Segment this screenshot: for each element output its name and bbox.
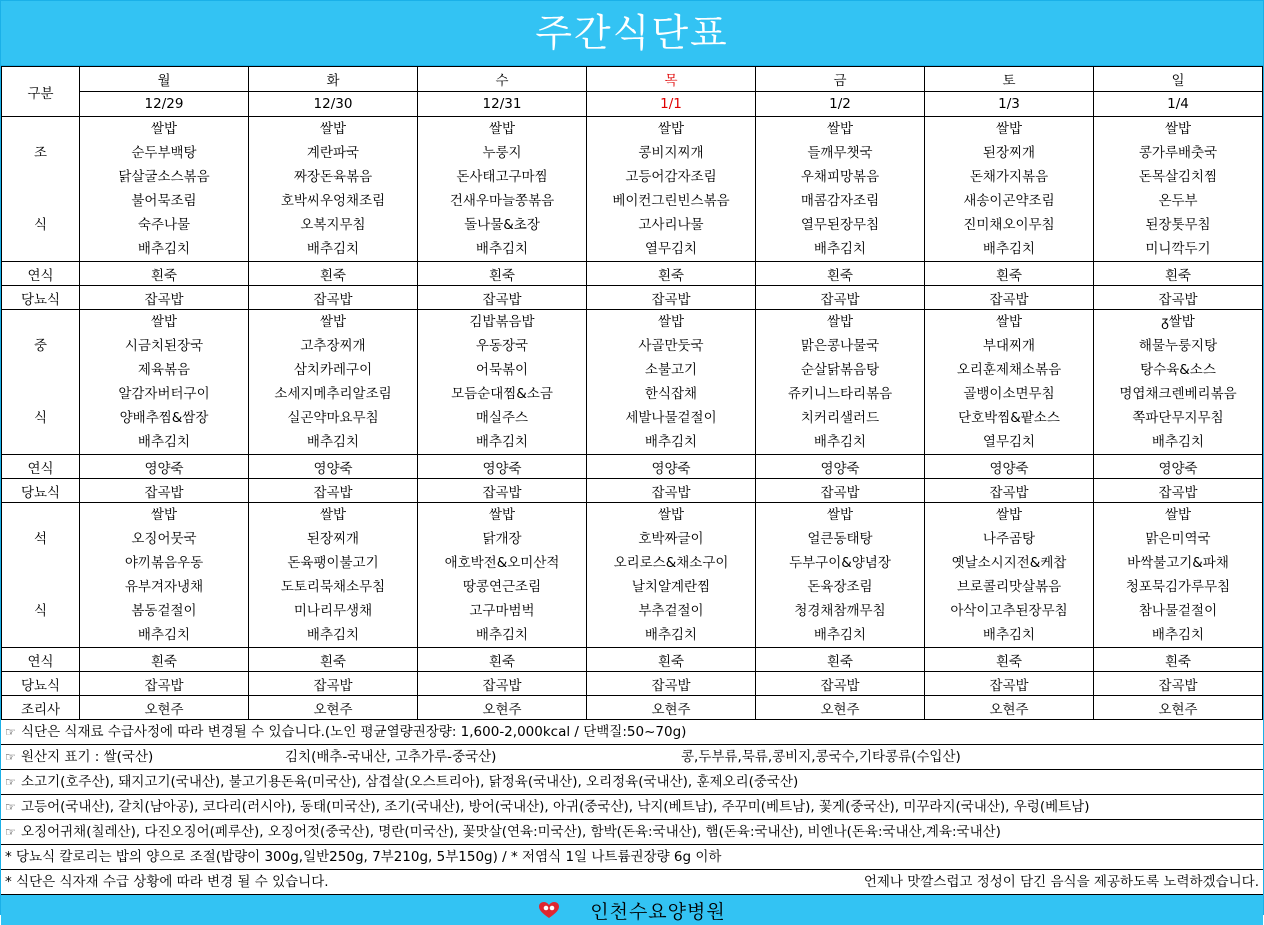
lunch-diabetic-cell: 잡곡밥 [418,479,587,503]
dinner-soft-cell: 흰죽 [80,648,249,672]
breakfast-cell [80,117,249,262]
dish-item: 열무된장무침 [800,217,880,233]
dish-item: 배추김치 [475,241,529,257]
dish-item: 호박씨우엉채조림 [280,193,386,209]
header-label: 구분 [2,67,80,117]
dish-item: 아삭이고추된장무침 [950,603,1068,619]
dish-item: 배추김치 [1151,434,1205,450]
dinner-diabetic-cell: 잡곡밥 [418,672,587,696]
dish-item: 청경채참깨무침 [794,603,886,619]
lunch-cell [587,310,756,455]
dish-item: 쌀밥 [826,507,854,523]
dish-item: 우동장국 [475,338,529,354]
breakfast-dish-list [925,117,1093,261]
dish-item: 쥬키니느타리볶음 [787,386,893,402]
dish-item: 배추김치 [982,241,1036,257]
dinner-dish-list [1094,503,1262,647]
dish-item: 진미채오이무침 [963,217,1055,233]
dish-item: 땅콩연근조림 [462,579,542,595]
dish-item: 소불고기 [644,362,698,378]
lunch-diabetic-cell: 잡곡밥 [249,479,418,503]
note-line: * 식단은 식자재 수급 상황에 따라 변경 될 수 있습니다. 언제나 맛깔스럽고 정성이 담긴 음식을 제공하도록 노력하겠습니다. [1,870,1263,895]
dish-item: 야끼볶음우동 [124,555,204,571]
dish-item: 콩비지찌개 [638,145,704,161]
dish-item: 봄동겉절이 [131,603,197,619]
day-date: 1/3 [925,92,1094,117]
dish-item: 쌀밥 [150,314,178,330]
breakfast-soft-label: 연식 [2,262,80,286]
dinner-label [2,503,80,648]
dish-item: 해물누룽지탕 [1138,338,1218,354]
breakfast-label [2,117,80,262]
lunch-cell [925,310,1094,455]
dish-item: 치커리샐러드 [800,410,880,426]
dinner-label-bottom: 식 [33,603,48,619]
day-date: 1/1 [587,92,756,117]
dish-item: 배추김치 [1151,627,1205,643]
lunch-cell [249,310,418,455]
dish-item: 쌀밥 [995,314,1023,330]
dish-item: 돈목살김치찜 [1138,169,1218,185]
lunch-label-top: 중 [33,338,48,354]
dish-item: 탕수육&소스 [1140,362,1216,378]
lunch-label-bottom: 식 [33,410,48,426]
dish-item: 돈육팽이불고기 [287,555,379,571]
dish-item: 사골만둣국 [638,338,704,354]
dish-item: 순살닭볶음탕 [800,362,880,378]
dish-item: 쌀밥 [1164,507,1192,523]
dish-item: 쌀밥 [319,121,347,137]
dish-item: 매콤감자조림 [800,193,880,209]
day-name: 금 [756,67,925,92]
pointing-hand-icon: ☞ [5,750,16,764]
dish-item: 맑은미역국 [1145,531,1211,547]
dinner-soft-cell: 흰죽 [587,648,756,672]
dinner-dish-list [587,503,755,647]
note-line: ☞ 소고기(호주산), 돼지고기(국내산), 불고기용돈육(미국산), 삼겹살(오스트리아), 닭정육(국내산), 오리정육(국내산), 훈제오리(중국산) [1,770,1263,795]
dish-item: 쌀밥 [657,314,685,330]
cook-label: 조리사 [2,696,80,720]
day-name: 화 [249,67,418,92]
dinner-soft-cell: 흰죽 [418,648,587,672]
dish-item: 나주곰탕 [982,531,1036,547]
note-line: ☞ 식단은 식재료 수급사정에 따라 변경될 수 있습니다.(노인 평균열량권장량: 1,600-2,000kcal / 단백질:50~70g) [1,720,1263,745]
dish-item: 돈육장조림 [807,579,873,595]
day-date: 1/2 [756,92,925,117]
note-line: ☞ 원산지 표기 : 쌀(국산) 김치(배추-국내산, 고추가루-중국산) 콩,두부류,묵류,콩비지,콩국수,기타콩류(수입산) [1,745,1263,770]
dinner-diabetic-cell: 잡곡밥 [925,672,1094,696]
lunch-diabetic-cell: 잡곡밥 [80,479,249,503]
dinner-diabetic-cell: 잡곡밥 [587,672,756,696]
dinner-soft-cell: 흰죽 [756,648,925,672]
day-name: 월 [80,67,249,92]
breakfast-diabetic-cell: 잡곡밥 [1094,286,1263,310]
lunch-dish-list [1094,310,1262,454]
pointing-hand-icon: ☞ [5,800,16,814]
menu-table [1,66,1263,720]
dish-item: 쌀밥 [488,121,516,137]
hospital-logo-icon [538,901,560,919]
dish-item: 오리훈제채소볶음 [956,362,1062,378]
page-title: 주간식단표 [1,1,1263,66]
lunch-soft-cell: 영양죽 [587,455,756,479]
breakfast-dish-list [1094,117,1262,261]
dinner-cell [587,503,756,648]
breakfast-soft-cell: 흰죽 [756,262,925,286]
lunch-dish-list [80,310,248,454]
breakfast-label-top: 조 [33,145,48,161]
lunch-soft-cell: 영양죽 [1094,455,1263,479]
lunch-soft-cell: 영양죽 [756,455,925,479]
breakfast-diabetic-cell: 잡곡밥 [249,286,418,310]
breakfast-diabetic-label: 당뇨식 [2,286,80,310]
dish-item: 미니깍두기 [1145,241,1211,257]
dish-item: 실곤약마요무침 [287,410,379,426]
lunch-soft-cell: 영양죽 [249,455,418,479]
dish-item: 날치알계란찜 [631,579,711,595]
dish-item: 고등어감자조림 [625,169,717,185]
breakfast-cell [418,117,587,262]
dish-item: 도토리묵채소무침 [280,579,386,595]
day-date: 12/30 [249,92,418,117]
dish-item: 쌀밥 [657,121,685,137]
dinner-soft-cell: 흰죽 [1094,648,1263,672]
dinner-dish-list [925,503,1093,647]
dish-item: 쌀밥 [150,121,178,137]
day-name: 수 [418,67,587,92]
dish-item: 맑은콩나물국 [800,338,880,354]
hospital-name: 인천수요양병원 [590,900,726,923]
dish-item: 부대찌개 [982,338,1036,354]
dish-item: 고구마범벅 [469,603,535,619]
breakfast-diabetic-cell: 잡곡밥 [418,286,587,310]
dish-item: 세발나물겉절이 [625,410,717,426]
dish-item: 우채피망볶음 [800,169,880,185]
dish-item: 바싹불고기&파채 [1127,555,1229,571]
dish-item: 부추겉절이 [638,603,704,619]
dish-item: 시금치된장국 [124,338,204,354]
dish-item: 쌀밥 [319,507,347,523]
cook-cell: 오현주 [418,696,587,720]
dish-item: 두부구이&양념장 [789,555,891,571]
dish-item: 숙주나물 [137,217,191,233]
day-name: 목 [587,67,756,92]
dish-item: 배추김치 [644,627,698,643]
day-date: 12/29 [80,92,249,117]
dinner-diabetic-cell: 잡곡밥 [249,672,418,696]
dish-item: 배추김치 [137,241,191,257]
lunch-dish-list [756,310,924,454]
lunch-soft-cell: 영양죽 [80,455,249,479]
dish-item: 애호박전&오미산적 [444,555,560,571]
breakfast-dish-list [80,117,248,261]
dish-item: 된장찌개 [306,531,360,547]
dinner-soft-cell: 흰죽 [249,648,418,672]
dish-item: 건새우마늘쫑볶음 [449,193,555,209]
dinner-diabetic-cell: 잡곡밥 [756,672,925,696]
dinner-cell [418,503,587,648]
dish-item: 미나리무생채 [293,603,373,619]
breakfast-cell [756,117,925,262]
lunch-diabetic-cell: 잡곡밥 [756,479,925,503]
dish-item: 참나물겉절이 [1138,603,1218,619]
dish-item: 닭개장 [482,531,522,547]
dish-item: 얼큰동태탕 [807,531,873,547]
dish-item: 명엽채크렌베리볶음 [1119,386,1237,402]
dish-item: 삼치카레구이 [293,362,373,378]
lunch-diabetic-cell: 잡곡밥 [925,479,1094,503]
lunch-dish-list [249,310,417,454]
dish-item: 모듬순대찜&소금 [451,386,553,402]
dish-item: 유부겨자냉채 [124,579,204,595]
note-line: ☞ 오징어귀채(칠레산), 다진오징어(페루산), 오징어젓(중국산), 명란(미국산), 꽃맛살(연육:미국산), 함박(돈육:국내산), 햄(돈육:국내산), 비엔나(돈육:국내산,계육:국내산) [1,820,1263,845]
dinner-cell [756,503,925,648]
breakfast-diabetic-cell: 잡곡밥 [587,286,756,310]
dinner-diabetic-cell: 잡곡밥 [80,672,249,696]
breakfast-diabetic-cell: 잡곡밥 [925,286,1094,310]
dish-item: 쌀밥 [995,121,1023,137]
cook-cell: 오현주 [1094,696,1263,720]
lunch-soft-cell: 영양죽 [925,455,1094,479]
dish-item: 된장톳무침 [1145,217,1211,233]
dish-item: ᵹ쌀밥 [1161,314,1195,330]
note-line: ☞ 고등어(국내산), 갈치(남아공), 코다리(러시아), 동태(미국산), 조기(국내산), 방어(국내산), 아귀(중국산), 낙지(베트남), 주꾸미(베트남), 꽃게(중국산), 미꾸라지(국내산), 우렁(베트남) [1,795,1263,820]
dinner-dish-list [249,503,417,647]
dish-item: 고사리나물 [638,217,704,233]
dish-item: 배추김치 [137,434,191,450]
breakfast-dish-list [418,117,586,261]
note-line: * 당뇨식 칼로리는 밥의 양으로 조절(밥량이 300g,일반250g, 7부210g, 5부150g) / * 저염식 1일 나트륨권장량 6g 이하 [1,845,1263,870]
dinner-soft-label: 연식 [2,648,80,672]
breakfast-label-bottom: 식 [33,217,48,233]
dish-item: 배추김치 [813,627,867,643]
day-date: 12/31 [418,92,587,117]
lunch-diabetic-label: 당뇨식 [2,479,80,503]
dish-item: 단호박찜&팥소스 [958,410,1060,426]
dish-item: 계란파국 [306,145,360,161]
breakfast-diabetic-cell: 잡곡밥 [756,286,925,310]
dish-item: 들깨무챗국 [807,145,873,161]
breakfast-cell [587,117,756,262]
dish-item: 배추김치 [306,627,360,643]
dish-item: 베이컨그린빈스볶음 [612,193,730,209]
dish-item: 제육볶음 [137,362,191,378]
lunch-dish-list [418,310,586,454]
dinner-cell [925,503,1094,648]
dinner-cell [1094,503,1263,648]
breakfast-cell [925,117,1094,262]
day-name: 토 [925,67,1094,92]
dish-item: 쌀밥 [319,314,347,330]
dish-item: 쌀밥 [995,507,1023,523]
cook-cell: 오현주 [756,696,925,720]
dish-item: 콩가루배춧국 [1138,145,1218,161]
dish-item: 옛날소시지전&케찹 [951,555,1067,571]
dish-item: 오복지무침 [300,217,366,233]
dish-item: 돈사태고구마찜 [456,169,548,185]
dish-item: 새송이곤약조림 [963,193,1055,209]
dinner-label-stack [2,503,79,647]
dish-item: 쌀밥 [657,507,685,523]
breakfast-label-stack [2,117,79,261]
dish-item: 돌나물&초장 [464,217,540,233]
dinner-dish-list [418,503,586,647]
dish-item: 짜장돈육볶음 [293,169,373,185]
pointing-hand-icon: ☞ [5,775,16,789]
dish-item: 오리로스&채소구이 [613,555,729,571]
dinner-label-top: 석 [33,531,48,547]
breakfast-diabetic-cell: 잡곡밥 [80,286,249,310]
dish-item: 쌀밥 [1164,121,1192,137]
dish-item: 누룽지 [482,145,522,161]
dinner-cell [80,503,249,648]
dish-item: 양배추찜&쌈장 [119,410,209,426]
cook-cell: 오현주 [925,696,1094,720]
dish-item: 배추김치 [813,241,867,257]
dish-item: 고추장찌개 [300,338,366,354]
dish-item: 배추김치 [137,627,191,643]
dish-item: 호박짜글이 [638,531,704,547]
day-date: 1/4 [1094,92,1263,117]
lunch-diabetic-cell: 잡곡밥 [1094,479,1263,503]
breakfast-soft-cell: 흰죽 [1094,262,1263,286]
dish-item: 열무김치 [644,241,698,257]
dish-item: 쌀밥 [150,507,178,523]
dish-item: 알감자버터구이 [118,386,210,402]
dish-item: 된장찌개 [982,145,1036,161]
lunch-cell [1094,310,1263,455]
breakfast-soft-cell: 흰죽 [418,262,587,286]
dish-item: 온두부 [1158,193,1198,209]
dinner-dish-list [756,503,924,647]
dish-item: 쪽파단무지무침 [1132,410,1224,426]
dinner-diabetic-label: 당뇨식 [2,672,80,696]
dish-item: 소세지메추리알조림 [274,386,392,402]
dish-item: 브로콜리맛살볶음 [956,579,1062,595]
breakfast-dish-list [587,117,755,261]
dish-item: 배추김치 [813,434,867,450]
day-name: 일 [1094,67,1263,92]
breakfast-cell [1094,117,1263,262]
dish-item: 김밥볶음밥 [469,314,535,330]
pointing-hand-icon: ☞ [5,825,16,839]
breakfast-cell [249,117,418,262]
dish-item: 청포묵김가루무침 [1125,579,1231,595]
cook-cell: 오현주 [80,696,249,720]
breakfast-soft-cell: 흰죽 [249,262,418,286]
breakfast-dish-list [756,117,924,261]
dinner-dish-list [80,503,248,647]
dish-item: 불어묵조림 [131,193,197,209]
dish-item: 배추김치 [644,434,698,450]
lunch-label [2,310,80,455]
cook-cell: 오현주 [587,696,756,720]
lunch-cell [80,310,249,455]
lunch-dish-list [587,310,755,454]
dish-item: 쌀밥 [488,507,516,523]
dish-item: 배추김치 [306,434,360,450]
breakfast-soft-cell: 흰죽 [80,262,249,286]
dish-item: 돈채가지볶음 [969,169,1049,185]
lunch-cell [756,310,925,455]
lunch-soft-cell: 영양죽 [418,455,587,479]
lunch-dish-list [925,310,1093,454]
breakfast-dish-list [249,117,417,261]
dish-item: 배추김치 [982,627,1036,643]
dish-item: 닭살굴소스볶음 [118,169,210,185]
dish-item: 매실주스 [475,410,529,426]
dinner-cell [249,503,418,648]
dish-item: 어묵볶이 [475,362,529,378]
dish-item: 오징어뭇국 [131,531,197,547]
lunch-soft-label: 연식 [2,455,80,479]
dish-item: 골뱅이소면무침 [963,386,1055,402]
lunch-cell [418,310,587,455]
dish-item: 쌀밥 [826,314,854,330]
dish-item: 쌀밥 [826,121,854,137]
breakfast-soft-cell: 흰죽 [587,262,756,286]
dish-item: 열무김치 [982,434,1036,450]
lunch-label-stack [2,310,79,454]
breakfast-soft-cell: 흰죽 [925,262,1094,286]
lunch-diabetic-cell: 잡곡밥 [587,479,756,503]
dish-item: 배추김치 [306,241,360,257]
dinner-diabetic-cell: 잡곡밥 [1094,672,1263,696]
dish-item: 배추김치 [475,627,529,643]
cook-cell: 오현주 [249,696,418,720]
footer-bar [1,895,1263,925]
dish-item: 배추김치 [475,434,529,450]
notes-section [1,720,1263,895]
pointing-hand-icon: ☞ [5,725,16,739]
dish-item: 한식잡채 [644,386,698,402]
dish-item: 순두부백탕 [131,145,197,161]
dinner-soft-cell: 흰죽 [925,648,1094,672]
